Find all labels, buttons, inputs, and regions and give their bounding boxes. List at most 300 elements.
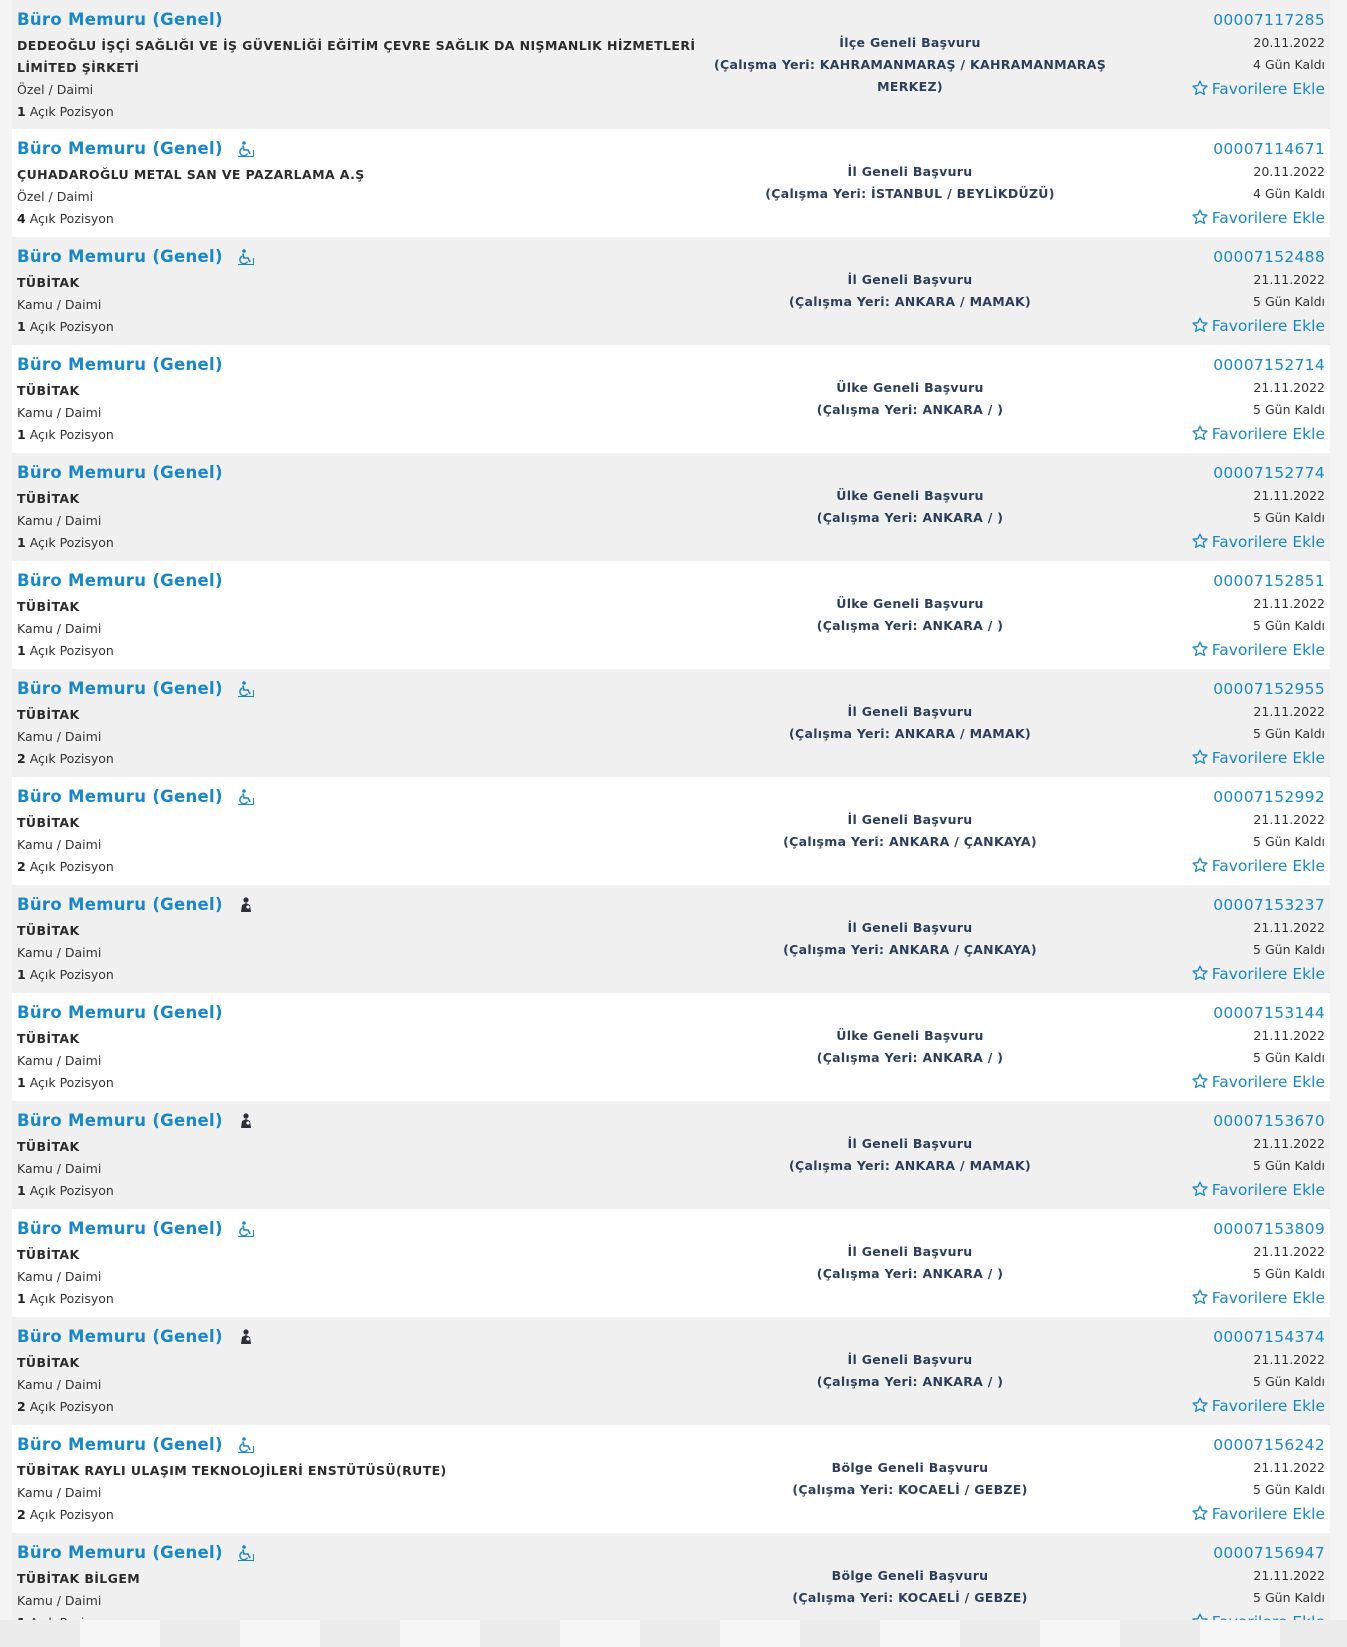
- scope-label: İlçe Geneli Başvuru: [839, 34, 981, 50]
- job-title-link[interactable]: Büro Memuru (Genel): [17, 679, 223, 698]
- employment-type: Kamu / Daimi: [17, 945, 102, 960]
- wheelchair-icon: [237, 680, 255, 698]
- open-positions-label: Açık Pozisyon: [29, 1291, 114, 1306]
- company-name-line: TÜBİTAK: [17, 1031, 80, 1046]
- employment-type: Kamu / Daimi: [17, 837, 102, 852]
- listing-row: [12, 1101, 1330, 1209]
- listing-code-link[interactable]: 00007153237: [1213, 896, 1325, 914]
- employment-type: Özel / Daimi: [17, 82, 94, 97]
- add-favorite-button[interactable]: [1085, 314, 1325, 338]
- listing-info: [17, 1433, 717, 1526]
- listing-code-link[interactable]: 00007152851: [1213, 572, 1325, 590]
- days-left: 4 Gün Kaldı: [1253, 186, 1325, 201]
- add-favorite-label: Favorilere Ekle: [1211, 965, 1325, 983]
- open-positions-count: 1: [17, 967, 26, 982]
- open-positions: [17, 1396, 717, 1418]
- listing-row: [12, 885, 1330, 993]
- employment-type: Kamu / Daimi: [17, 621, 102, 636]
- listing-info: [17, 677, 717, 770]
- company-name-line: TÜBİTAK: [17, 1247, 80, 1262]
- open-positions-label: Açık Pozisyon: [29, 1183, 114, 1198]
- listing-date: 21.11.2022: [1253, 1352, 1325, 1367]
- company-name: [17, 272, 717, 294]
- open-positions: [17, 316, 717, 338]
- listing-meta: [1085, 1325, 1325, 1418]
- company-name-line: TÜBİTAK: [17, 275, 80, 290]
- star-icon: [1192, 857, 1212, 875]
- job-title-link[interactable]: Büro Memuru (Genel): [17, 1435, 223, 1454]
- employment-type: Kamu / Daimi: [17, 513, 102, 528]
- listing-row: [12, 1209, 1330, 1317]
- job-title-link[interactable]: Büro Memuru (Genel): [17, 247, 223, 266]
- application-scope: [704, 777, 1116, 885]
- title-line: [17, 1325, 717, 1349]
- add-favorite-label: Favorilere Ekle: [1211, 641, 1325, 659]
- listing-date: 21.11.2022: [1253, 812, 1325, 827]
- title-line: [17, 245, 717, 269]
- open-positions: [17, 101, 717, 123]
- star-icon: [1192, 80, 1212, 98]
- listing-meta: [1085, 245, 1325, 338]
- company-name: [17, 596, 717, 618]
- company-name: [17, 1568, 717, 1590]
- title-line: [17, 893, 717, 917]
- star-icon: [1192, 209, 1212, 227]
- title-line: [17, 8, 717, 32]
- employment-type: Kamu / Daimi: [17, 1485, 102, 1500]
- open-positions-label: Açık Pozisyon: [29, 319, 114, 334]
- employment-type: Kamu / Daimi: [17, 1593, 102, 1608]
- listing-date: 21.11.2022: [1253, 1244, 1325, 1259]
- add-favorite-label: Favorilere Ekle: [1211, 317, 1325, 335]
- scope-label: İl Geneli Başvuru: [847, 812, 973, 827]
- work-location: (Çalışma Yeri: ANKARA / MAMAK): [788, 726, 1031, 741]
- listing-row: [12, 345, 1330, 453]
- company-name: [17, 1244, 717, 1266]
- listing-row: [12, 1317, 1330, 1425]
- star-icon: [1192, 965, 1212, 983]
- add-favorite-label: Favorilere Ekle: [1211, 80, 1325, 98]
- listing-code-link[interactable]: 00007152955: [1213, 680, 1325, 698]
- company-name-line: TÜBİTAK: [17, 923, 80, 938]
- company-name-line: TÜBİTAK RAYLI ULAŞIM TEKNOLOJİLERİ ENSTÜTÜSÜ(RUTE): [17, 1463, 447, 1478]
- listing-code-link[interactable]: 00007117285: [1213, 11, 1325, 29]
- application-scope: [704, 345, 1116, 453]
- days-left: 5 Gün Kaldı: [1253, 1158, 1325, 1173]
- scope-label: Ülke Geneli Başvuru: [836, 1028, 984, 1043]
- open-positions-label: Açık Pozisyon: [29, 1075, 114, 1090]
- listing-row: [12, 237, 1330, 345]
- open-positions: [17, 1504, 717, 1526]
- listing-meta: [1085, 137, 1325, 230]
- open-positions: [17, 208, 717, 230]
- open-positions: [17, 1288, 717, 1310]
- add-favorite-button[interactable]: [1085, 962, 1325, 986]
- company-name: [17, 1460, 717, 1482]
- listing-row: [12, 993, 1330, 1101]
- work-location: (Çalışma Yeri: ANKARA / MAMAK): [788, 294, 1031, 309]
- work-location: (Çalışma Yeri: ANKARA / ÇANKAYA): [783, 834, 1037, 849]
- add-favorite-button[interactable]: [1085, 530, 1325, 554]
- scope-label: Ülke Geneli Başvuru: [836, 488, 984, 503]
- listing-date: 21.11.2022: [1253, 380, 1325, 395]
- listing-code-link[interactable]: 00007152992: [1213, 788, 1325, 806]
- add-favorite-button[interactable]: [1085, 1070, 1325, 1094]
- open-positions-count: 2: [17, 1399, 26, 1414]
- star-icon: [1192, 749, 1212, 767]
- listing-info: [17, 353, 717, 446]
- employment-type: Kamu / Daimi: [17, 1053, 102, 1068]
- veteran-icon: [237, 1112, 255, 1130]
- star-icon: [1192, 1505, 1212, 1523]
- work-location: (Çalışma Yeri: ANKARA / ): [816, 402, 1004, 417]
- open-positions-count: 1: [17, 643, 26, 658]
- star-icon: [1192, 1181, 1212, 1199]
- application-scope: [704, 885, 1116, 993]
- title-line: [17, 1001, 717, 1025]
- listing-info: [17, 785, 717, 878]
- employment-type: Kamu / Daimi: [17, 729, 102, 744]
- open-positions-label: Açık Pozisyon: [29, 859, 114, 874]
- add-favorite-label: Favorilere Ekle: [1211, 425, 1325, 443]
- listing-date: 20.11.2022: [1253, 164, 1325, 179]
- star-icon: [1192, 1073, 1212, 1091]
- listing-date: 21.11.2022: [1253, 1460, 1325, 1475]
- work-location: (Çalışma Yeri: ANKARA / MAMAK): [788, 1158, 1031, 1173]
- listing-meta: [1085, 893, 1325, 986]
- title-line: [17, 137, 717, 161]
- company-name: [17, 164, 717, 186]
- add-favorite-button[interactable]: [1085, 1394, 1325, 1418]
- title-line: [17, 1433, 717, 1457]
- work-location: (Çalışma Yeri: ANKARA / ): [816, 510, 1004, 525]
- open-positions: [17, 1072, 717, 1094]
- add-favorite-button[interactable]: [1085, 77, 1325, 101]
- open-positions-label: Açık Pozisyon: [29, 1507, 114, 1522]
- open-positions-label: Açık Pozisyon: [29, 751, 114, 766]
- open-positions-count: 4: [17, 211, 26, 226]
- days-left: 5 Gün Kaldı: [1253, 942, 1325, 957]
- employment-type: Kamu / Daimi: [17, 405, 102, 420]
- company-name: [17, 35, 717, 79]
- listing-meta: [1085, 677, 1325, 770]
- open-positions-label: Açık Pozisyon: [29, 967, 114, 982]
- days-left: 4 Gün Kaldı: [1253, 57, 1325, 72]
- scope-label: İl Geneli Başvuru: [847, 704, 973, 719]
- listing-info: [17, 893, 717, 986]
- open-positions-count: 1: [17, 427, 26, 442]
- company-name: [17, 380, 717, 402]
- add-favorite-button[interactable]: [1085, 854, 1325, 878]
- company-name-line: TÜBİTAK: [17, 707, 80, 722]
- company-name: [17, 812, 717, 834]
- job-title-link[interactable]: Büro Memuru (Genel): [17, 787, 223, 806]
- listing-info: [17, 1109, 717, 1202]
- open-positions: [17, 532, 717, 554]
- work-location: (Çalışma Yeri: ANKARA / ): [816, 618, 1004, 633]
- work-location: (Çalışma Yeri: KOCAELİ / GEBZE): [792, 1590, 1028, 1605]
- employment-type: Özel / Daimi: [17, 189, 94, 204]
- open-positions-count: 1: [17, 104, 26, 119]
- open-positions-label: Açık Pozisyon: [29, 211, 114, 226]
- work-location: (Çalışma Yeri: ANKARA / ): [816, 1266, 1004, 1281]
- employment-type: Kamu / Daimi: [17, 1269, 102, 1284]
- listing-info: [17, 137, 717, 230]
- job-title-link[interactable]: Büro Memuru (Genel): [17, 1219, 223, 1238]
- listing-info: [17, 8, 717, 123]
- listing-row: [12, 129, 1330, 237]
- days-left: 5 Gün Kaldı: [1253, 1050, 1325, 1065]
- listing-code-link[interactable]: 00007152488: [1213, 248, 1325, 266]
- title-line: [17, 1217, 717, 1241]
- add-favorite-label: Favorilere Ekle: [1211, 857, 1325, 875]
- job-title-link[interactable]: Büro Memuru (Genel): [17, 463, 223, 482]
- listing-row: [12, 777, 1330, 885]
- listing-date: 21.11.2022: [1253, 920, 1325, 935]
- open-positions-label: Açık Pozisyon: [29, 643, 114, 658]
- wheelchair-icon: [237, 1220, 255, 1238]
- company-name-line: TÜBİTAK: [17, 599, 80, 614]
- open-positions-count: 2: [17, 751, 26, 766]
- job-title-link[interactable]: Büro Memuru (Genel): [17, 355, 223, 374]
- job-title-link[interactable]: Büro Memuru (Genel): [17, 10, 223, 29]
- listing-code-link[interactable]: 00007154374: [1213, 1328, 1325, 1346]
- work-location: (Çalışma Yeri: KAHRAMANMARAŞ / KAHRAMANMARAŞ: [713, 56, 1106, 72]
- listing-date: 21.11.2022: [1253, 596, 1325, 611]
- add-favorite-label: Favorilere Ekle: [1211, 533, 1325, 551]
- listing-row: [12, 1425, 1330, 1533]
- job-title-link[interactable]: Büro Memuru (Genel): [17, 1111, 223, 1130]
- days-left: 5 Gün Kaldı: [1253, 1266, 1325, 1281]
- application-scope: [704, 129, 1116, 237]
- work-location: (Çalışma Yeri: İSTANBUL / BEYLİKDÜZÜ): [765, 186, 1055, 201]
- add-favorite-button[interactable]: [1085, 1178, 1325, 1202]
- company-name-line: TÜBİTAK: [17, 491, 80, 506]
- listing-meta: [1085, 8, 1325, 101]
- open-positions-label: Açık Pozisyon: [29, 104, 114, 119]
- star-icon: [1192, 425, 1212, 443]
- add-favorite-label: Favorilere Ekle: [1211, 1181, 1325, 1199]
- scope-label: İl Geneli Başvuru: [847, 272, 973, 287]
- listing-code-link[interactable]: 00007153809: [1213, 1220, 1325, 1238]
- add-favorite-button[interactable]: [1085, 1286, 1325, 1310]
- listing-code-link[interactable]: 00007153144: [1213, 1004, 1325, 1022]
- application-scope: [704, 1425, 1116, 1533]
- listing-code-link[interactable]: 00007156242: [1213, 1436, 1325, 1454]
- company-name-line: ÇUHADAROĞLU METAL SAN VE PAZARLAMA A.Ş: [17, 167, 365, 182]
- days-left: 5 Gün Kaldı: [1253, 402, 1325, 417]
- application-scope: [704, 453, 1116, 561]
- open-positions-count: 2: [17, 859, 26, 874]
- star-icon: [1192, 317, 1212, 335]
- company-name-line: DEDEOĞLU İŞÇİ SAĞLIĞI VE İŞ GÜVENLİĞİ EĞİTİM ÇEVRE SAĞLIK DA NIŞMANLIK HİZMETLERİ: [17, 38, 696, 53]
- company-name: [17, 1136, 717, 1158]
- scope-label: Ülke Geneli Başvuru: [836, 596, 984, 611]
- employment-type: Kamu / Daimi: [17, 1377, 102, 1392]
- add-favorite-label: Favorilere Ekle: [1211, 209, 1325, 227]
- listing-meta: [1085, 353, 1325, 446]
- listing-row: [12, 561, 1330, 669]
- title-line: [17, 353, 717, 377]
- days-left: 5 Gün Kaldı: [1253, 1482, 1325, 1497]
- listing-info: [17, 1001, 717, 1094]
- star-icon: [1192, 1289, 1212, 1307]
- footer-pattern: [0, 1620, 1347, 1647]
- listing-info: [17, 1325, 717, 1418]
- open-positions-count: 1: [17, 319, 26, 334]
- open-positions-label: Açık Pozisyon: [29, 427, 114, 442]
- scope-label: İl Geneli Başvuru: [847, 920, 973, 935]
- job-title-link[interactable]: Büro Memuru (Genel): [17, 1003, 223, 1022]
- veteran-icon: [237, 896, 255, 914]
- job-title-link[interactable]: Büro Memuru (Genel): [17, 895, 223, 914]
- work-location: MERKEZ): [877, 78, 943, 94]
- work-location: (Çalışma Yeri: ANKARA / ÇANKAYA): [783, 942, 1037, 957]
- listing-info: [17, 245, 717, 338]
- listing-code-link[interactable]: 00007152774: [1213, 464, 1325, 482]
- title-line: [17, 677, 717, 701]
- title-line: [17, 785, 717, 809]
- company-name-line: TÜBİTAK: [17, 1139, 80, 1154]
- listing-date: 20.11.2022: [1253, 35, 1325, 50]
- open-positions-count: 2: [17, 1507, 26, 1522]
- application-scope: [704, 1101, 1116, 1209]
- application-scope: [704, 561, 1116, 669]
- application-scope: [704, 1317, 1116, 1425]
- scope-label: Bölge Geneli Başvuru: [831, 1568, 989, 1583]
- company-name: [17, 1028, 717, 1050]
- work-location: (Çalışma Yeri: ANKARA / ): [816, 1050, 1004, 1065]
- days-left: 5 Gün Kaldı: [1253, 1374, 1325, 1389]
- job-listing: [12, 0, 1330, 1641]
- days-left: 5 Gün Kaldı: [1253, 1590, 1325, 1605]
- company-name-line: TÜBİTAK BİLGEM: [17, 1571, 141, 1586]
- company-name: [17, 920, 717, 942]
- company-name-line: LİMİTED ŞİRKETİ: [17, 60, 140, 75]
- listing-code-link[interactable]: 00007114671: [1213, 140, 1325, 158]
- listing-meta: [1085, 1433, 1325, 1526]
- listing-meta: [1085, 461, 1325, 554]
- listing-meta: [1085, 1109, 1325, 1202]
- job-title-link[interactable]: Büro Memuru (Genel): [17, 1327, 223, 1346]
- title-line: [17, 461, 717, 485]
- open-positions-label: Açık Pozisyon: [29, 1399, 114, 1414]
- add-favorite-label: Favorilere Ekle: [1211, 749, 1325, 767]
- star-icon: [1192, 533, 1212, 551]
- listing-date: 21.11.2022: [1253, 1568, 1325, 1583]
- add-favorite-label: Favorilere Ekle: [1211, 1397, 1325, 1415]
- scope-label: Ülke Geneli Başvuru: [836, 380, 984, 395]
- open-positions: [17, 748, 717, 770]
- scope-label: Bölge Geneli Başvuru: [831, 1460, 989, 1475]
- listing-code-link[interactable]: 00007156947: [1213, 1544, 1325, 1562]
- days-left: 5 Gün Kaldı: [1253, 294, 1325, 309]
- days-left: 5 Gün Kaldı: [1253, 726, 1325, 741]
- open-positions-label: Açık Pozisyon: [29, 535, 114, 550]
- listing-meta: [1085, 785, 1325, 878]
- scope-label: İl Geneli Başvuru: [847, 1352, 973, 1367]
- listing-code-link[interactable]: 00007153670: [1213, 1112, 1325, 1130]
- add-favorite-label: Favorilere Ekle: [1211, 1289, 1325, 1307]
- application-scope: [704, 1209, 1116, 1317]
- work-location: (Çalışma Yeri: ANKARA / ): [816, 1374, 1004, 1389]
- open-positions-count: 1: [17, 1183, 26, 1198]
- job-title-link[interactable]: Büro Memuru (Genel): [17, 139, 223, 158]
- add-favorite-button[interactable]: [1085, 206, 1325, 230]
- listing-meta: [1085, 569, 1325, 662]
- company-name-line: TÜBİTAK: [17, 1355, 80, 1370]
- listing-date: 21.11.2022: [1253, 488, 1325, 503]
- add-favorite-button[interactable]: [1085, 1502, 1325, 1526]
- company-name-line: TÜBİTAK: [17, 815, 80, 830]
- company-name-line: TÜBİTAK: [17, 383, 80, 398]
- days-left: 5 Gün Kaldı: [1253, 834, 1325, 849]
- title-line: [17, 569, 717, 593]
- open-positions: [17, 964, 717, 986]
- scope-label: İl Geneli Başvuru: [847, 1244, 973, 1259]
- listing-code-link[interactable]: 00007152714: [1213, 356, 1325, 374]
- job-title-link[interactable]: Büro Memuru (Genel): [17, 1543, 223, 1562]
- listing-date: 21.11.2022: [1253, 704, 1325, 719]
- add-favorite-label: Favorilere Ekle: [1211, 1073, 1325, 1091]
- open-positions: [17, 856, 717, 878]
- application-scope: [704, 237, 1116, 345]
- open-positions: [17, 640, 717, 662]
- open-positions-count: 1: [17, 1291, 26, 1306]
- wheelchair-icon: [237, 788, 255, 806]
- application-scope: [704, 993, 1116, 1101]
- company-name: [17, 704, 717, 726]
- add-favorite-button[interactable]: [1085, 746, 1325, 770]
- add-favorite-button[interactable]: [1085, 638, 1325, 662]
- job-title-link[interactable]: Büro Memuru (Genel): [17, 571, 223, 590]
- title-line: [17, 1541, 717, 1565]
- application-scope: [704, 669, 1116, 777]
- listing-meta: [1085, 1001, 1325, 1094]
- listing-row: [12, 0, 1330, 129]
- scope-label: İl Geneli Başvuru: [847, 164, 973, 179]
- days-left: 5 Gün Kaldı: [1253, 618, 1325, 633]
- wheelchair-icon: [237, 1544, 255, 1562]
- add-favorite-button[interactable]: [1085, 422, 1325, 446]
- application-scope: [704, 0, 1116, 129]
- veteran-icon: [237, 1328, 255, 1346]
- work-location: (Çalışma Yeri: KOCAELİ / GEBZE): [792, 1482, 1028, 1497]
- title-line: [17, 1109, 717, 1133]
- star-icon: [1192, 1397, 1212, 1415]
- open-positions: [17, 424, 717, 446]
- listing-info: [17, 1217, 717, 1310]
- employment-type: Kamu / Daimi: [17, 297, 102, 312]
- add-favorite-label: Favorilere Ekle: [1211, 1505, 1325, 1523]
- listing-meta: [1085, 1217, 1325, 1310]
- listing-info: [17, 461, 717, 554]
- star-icon: [1192, 641, 1212, 659]
- open-positions-count: 1: [17, 535, 26, 550]
- scope-label: İl Geneli Başvuru: [847, 1136, 973, 1151]
- company-name: [17, 1352, 717, 1374]
- days-left: 5 Gün Kaldı: [1253, 510, 1325, 525]
- listing-row: [12, 669, 1330, 777]
- wheelchair-icon: [237, 1436, 255, 1454]
- wheelchair-icon: [237, 140, 255, 158]
- listing-date: 21.11.2022: [1253, 1028, 1325, 1043]
- listing-row: [12, 453, 1330, 561]
- wheelchair-icon: [237, 248, 255, 266]
- open-positions: [17, 1180, 717, 1202]
- company-name: [17, 488, 717, 510]
- open-positions-count: 1: [17, 1075, 26, 1090]
